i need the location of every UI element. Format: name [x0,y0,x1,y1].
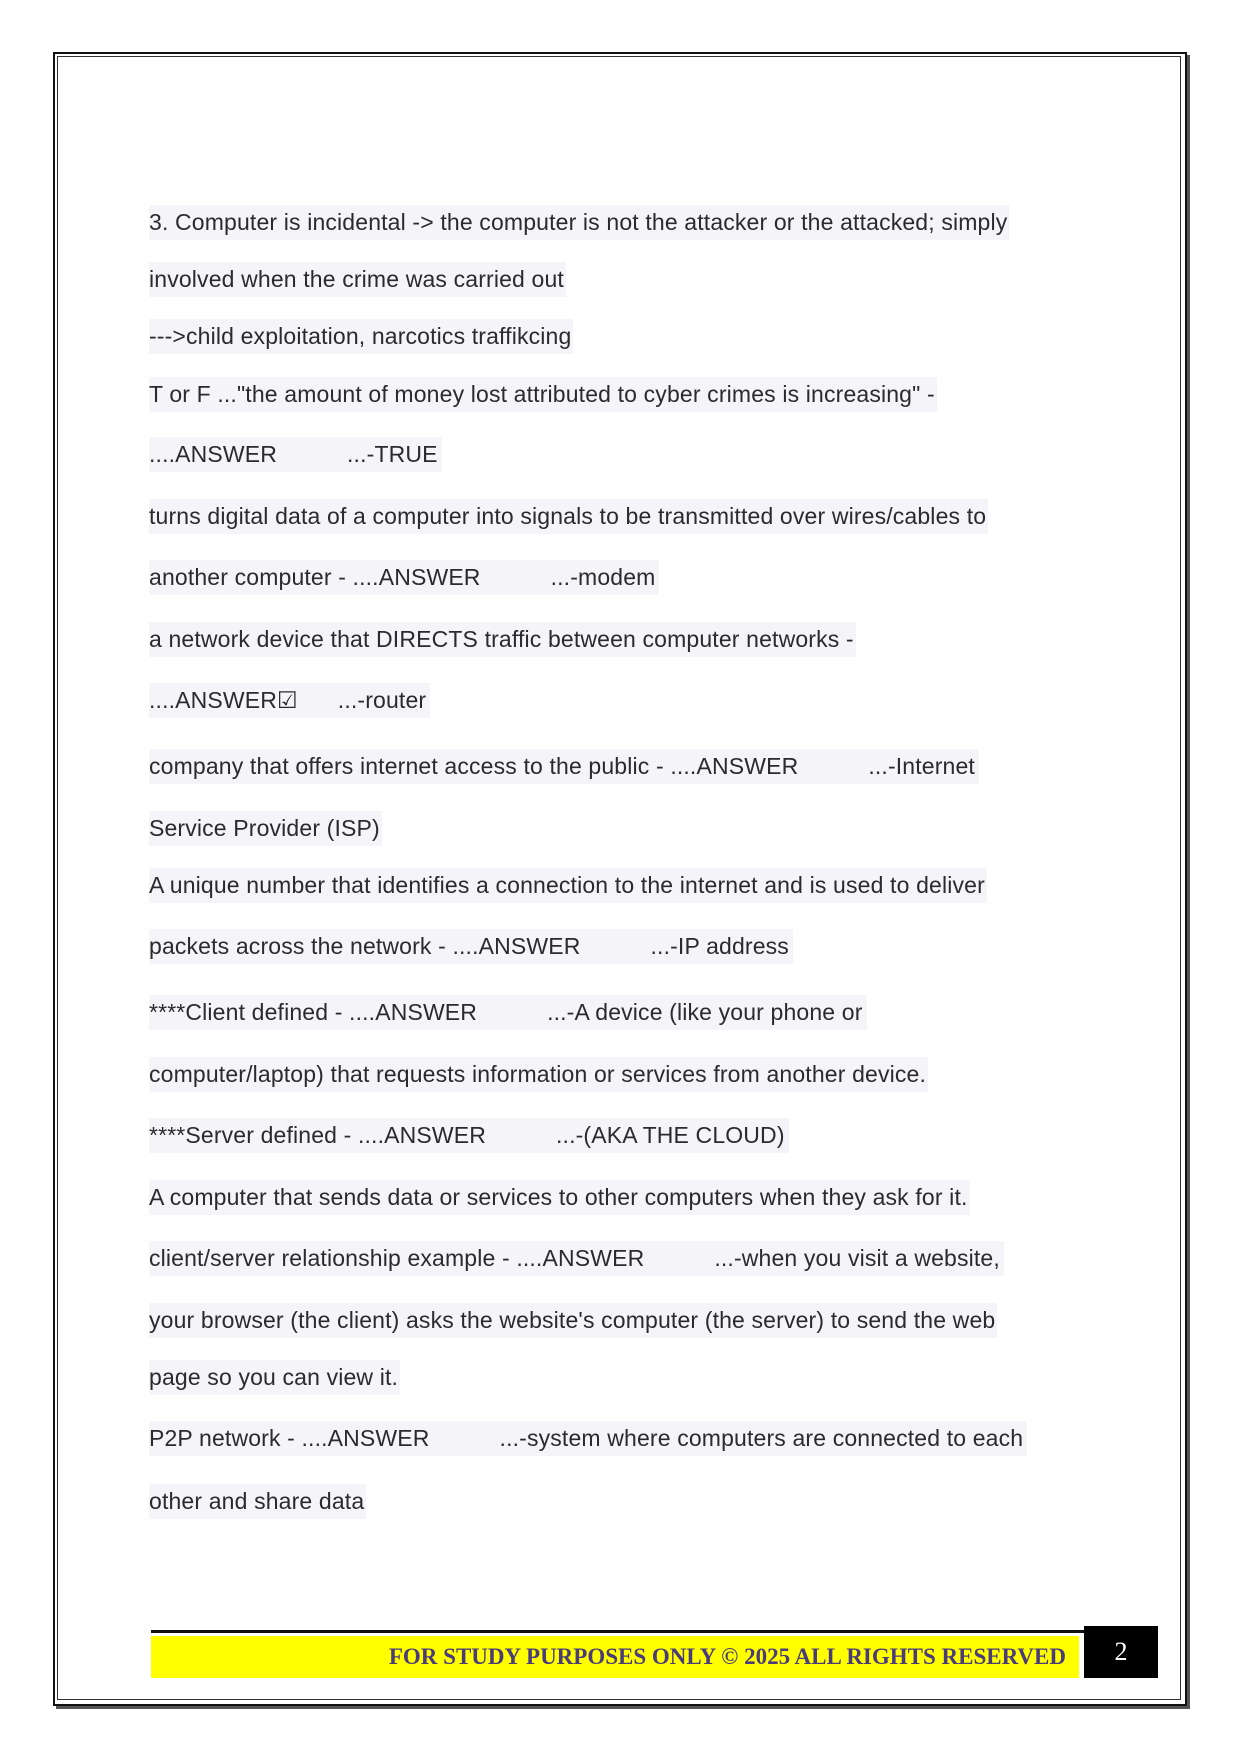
text-line: your browser (the client) asks the website's computer (the server) to send the web [149,1309,997,1332]
answer-line: ....ANSWER ...-TRUE [149,443,442,466]
text-line: other and share data [149,1490,366,1513]
footer-band [151,1636,1079,1678]
text-line: T or F ..."the amount of money lost attributed to cyber crimes is increasing" - [149,383,937,406]
text-line: computer/laptop) that requests information or services from another device. [149,1063,928,1086]
answer-line: ****Client defined - ....ANSWER ...-A device (like your phone or [149,1001,867,1024]
answer-line: packets across the network - ....ANSWER ...-IP address [149,935,793,958]
text-line: involved when the crime was carried out [149,268,566,291]
footer-text: FOR STUDY PURPOSES ONLY © 2025 ALL RIGHTS RESERVED [388,1644,1066,1669]
answer-line: client/server relationship example - ....ANSWER ...-when you visit a website, [149,1247,1004,1270]
page-number: 2 [1084,1626,1158,1678]
answer-line: P2P network - ....ANSWER ...-system where computers are connected to each [149,1427,1027,1450]
text-line: turns digital data of a computer into signals to be transmitted over wires/cables to [149,505,988,528]
text-line: a network device that DIRECTS traffic between computer networks - [149,628,856,651]
text-line: 3. Computer is incidental -> the computer is not the attacker or the attacked; simply [149,211,1009,234]
text-line: Service Provider (ISP) [149,817,382,840]
text-line: --->child exploitation, narcotics traffikcing [149,325,573,348]
text-line: page so you can view it. [149,1366,400,1389]
text-line: A unique number that identifies a connection to the internet and is used to deliver [149,874,987,897]
answer-line: ....ANSWER☑ ...-router [149,689,430,712]
answer-line: company that offers internet access to the public - ....ANSWER ...-Internet [149,755,979,778]
answer-line: another computer - ....ANSWER ...-modem [149,566,659,589]
answer-line: ****Server defined - ....ANSWER ...-(AKA THE CLOUD) [149,1124,789,1147]
text-line: A computer that sends data or services to other computers when they ask for it. [149,1186,970,1209]
footer-rule [151,1630,1084,1633]
